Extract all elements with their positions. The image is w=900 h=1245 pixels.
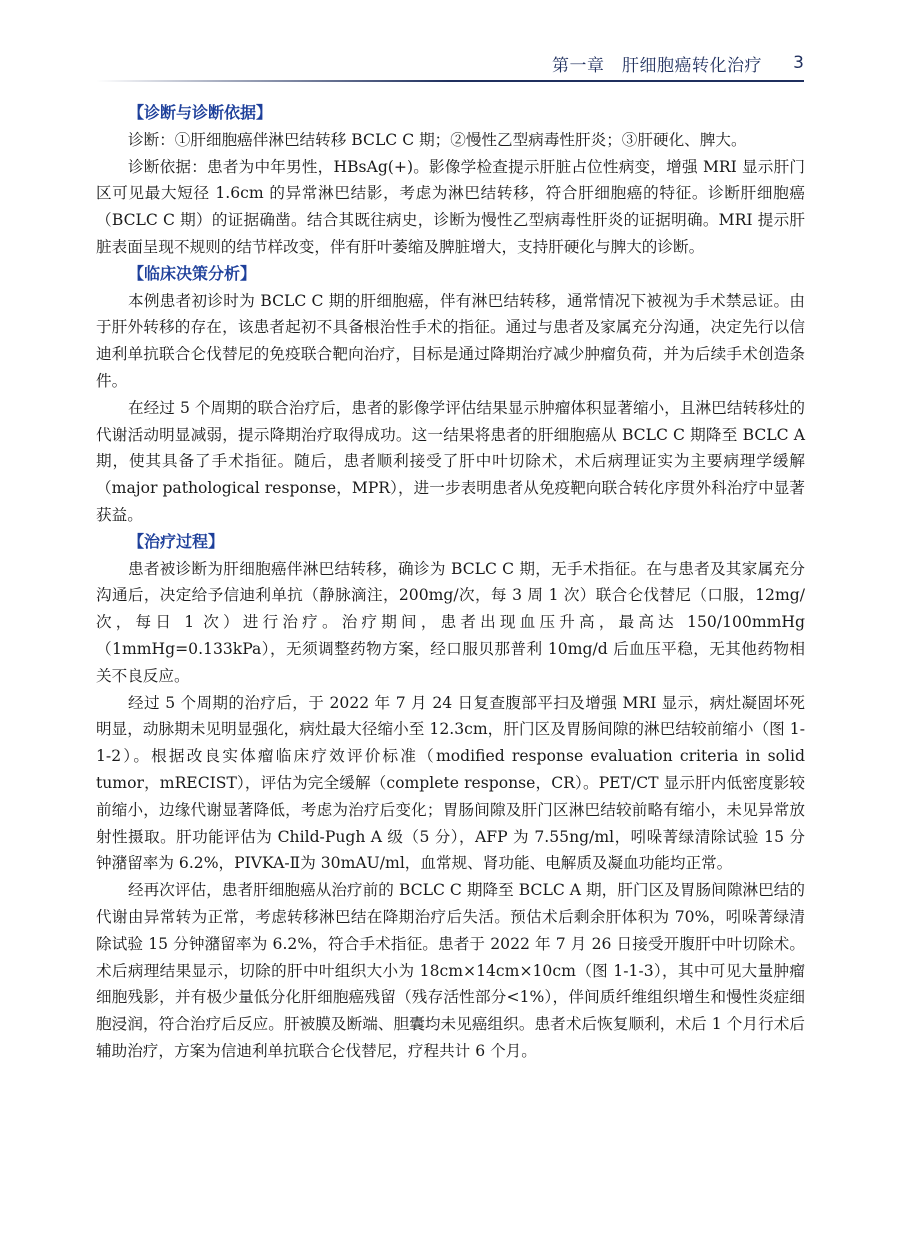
treatment-paragraph-1: 患者被诊断为肝细胞癌伴淋巴结转移，确诊为 BCLC C 期，无手术指征。在与患者及其家属充分沟通后，决定给予信迪利单抗（静脉滴注，200mg/次，每 3 周 1 次）联合仑伐替尼（口服，12mg/次，每日 1 次）进行治疗。治疗期间，患者出现血压升高，最高达 150/100mmHg（1mmHg=0.133kPa），无须调整药物方案，经口服贝那普利 10mg/d 后血压平稳，无其他药物相关不良反应。 bbox=[96, 559, 805, 685]
section-heading-decision: 【临床决策分析】 bbox=[128, 263, 257, 283]
section-heading-treatment: 【治疗过程】 bbox=[128, 531, 225, 551]
chapter-title: 第一章 肝细胞癌转化治疗 bbox=[552, 55, 762, 76]
section-heading-diagnosis: 【诊断与诊断依据】 bbox=[128, 103, 273, 122]
running-header bbox=[96, 46, 804, 80]
diagnosis-basis-paragraph: 诊断依据：患者为中年男性，HBsAg(+)。影像学检查提示肝脏占位性病变，增强 MRI 显示肝门区可见最大短径 1.6cm 的异常淋巴结影，考虑为淋巴结转移，符合肝细胞癌的特征。诊断肝细胞癌（BCLC C 期）的证据确凿。结合其既往病史，诊断为慢性乙型病毒性肝炎的证据明确。MRI 提示肝脏表面呈现不规则的结节样改变，伴有肝叶萎缩及脾脏增大，支持肝硬化与脾大的诊断。 bbox=[96, 157, 805, 256]
treatment-paragraph-2: 经过 5 个周期的治疗后，于 2022 年 7 月 24 日复查腹部平扫及增强 MRI 显示，病灶凝固坏死明显，动脉期未见明显强化，病灶最大径缩小至 12.3cm，肝门区及胃肠间隙的淋巴结较前缩小（图 1-1-2）。根据改良实体瘤临床疗效评价标准（modified response evaluation criteria in solid tumor，mRECIST），评估为完全缓解（complete response，CR）。PET/CT 显示肝内低密度影较前缩小，边缘代谢显著降低，考虑为治疗后变化；胃肠间隙及肝门区淋巴结较前略有缩小，未见异常放射性摄取。肝功能评估为 Child-Pugh A 级（5 分），AFP 为 7.55ng/ml，吲哚菁绿清除试验 15 分钟潴留率为 6.2%，PIVKA-Ⅱ为 30mAU/ml，血常规、肾功能、电解质及凝血功能均正常。 bbox=[96, 693, 805, 873]
decision-paragraph-1: 本例患者初诊时为 BCLC C 期的肝细胞癌，伴有淋巴结转移，通常情况下被视为手术禁忌证。由于肝外转移的存在，该患者起初不具备根治性手术的指征。通过与患者及家属充分沟通，决定先行以信迪利单抗联合仑伐替尼的免疫联合靶向治疗，目标是通过降期治疗减少肿瘤负荷，并为后续手术创造条件。 bbox=[96, 291, 805, 390]
header-rule bbox=[96, 80, 804, 82]
page-body bbox=[96, 100, 805, 1065]
decision-paragraph-2: 在经过 5 个周期的联合治疗后，患者的影像学评估结果显示肿瘤体积显著缩小，且淋巴结转移灶的代谢活动明显减弱，提示降期治疗取得成功。这一结果将患者的肝细胞癌从 BCLC C 期降至 BCLC A 期，使其具备了手术指征。随后，患者顺利接受了肝中叶切除术，术后病理证实为主要病理学缓解（major pathological response，MPR），进一步表明患者从免疫靶向联合转化序贯外科治疗中显著获益。 bbox=[96, 398, 805, 524]
diagnosis-paragraph: 诊断：①肝细胞癌伴淋巴结转移 BCLC C 期；②慢性乙型病毒性肝炎；③肝硬化、脾大。 bbox=[128, 130, 747, 149]
treatment-paragraph-3: 经再次评估，患者肝细胞癌从治疗前的 BCLC C 期降至 BCLC A 期，肝门区及胃肠间隙淋巴结的代谢由异常转为正常，考虑转移淋巴结在降期治疗后失活。预估术后剩余肝体积为 70%，吲哚菁绿清除试验 15 分钟潴留率为 6.2%，符合手术指征。患者于 2022 年 7 月 26 日接受开腹肝中叶切除术。术后病理结果显示，切除的肝中叶组织大小为 18cm×14cm×10cm（图 1-1-3），其中可见大量肿瘤细胞残影，并有极少量低分化肝细胞癌残留（残存活性部分<1%），伴间质纤维组织增生和慢性炎症细胞浸润，符合治疗后反应。肝被膜及断端、胆囊均未见癌组织。患者术后恢复顺利，术后 1 个月行术后辅助治疗，方案为信迪利单抗联合仑伐替尼，疗程共计 6 个月。 bbox=[96, 881, 805, 1060]
page-number: 3 bbox=[793, 53, 804, 73]
